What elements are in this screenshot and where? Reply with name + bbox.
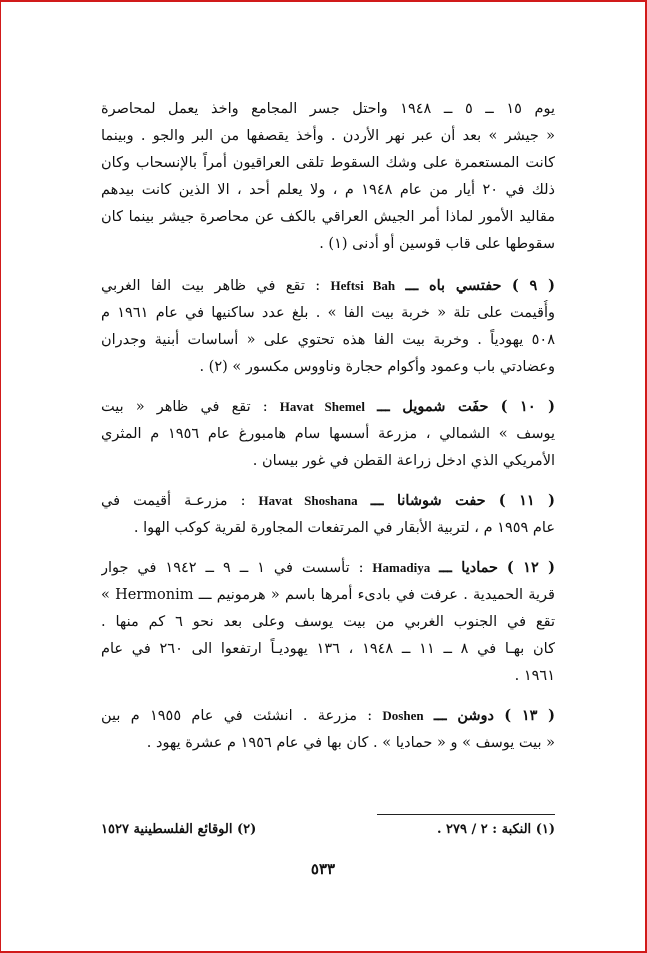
footnote-separator bbox=[377, 814, 555, 815]
text-line: عام ١٩٥٩ م ، لتربية الأبقار في المرتفعات المجاورة لقرية كوكب الهوا . bbox=[133, 520, 555, 536]
entry-description: : مزرعـة أقيمت في bbox=[101, 493, 246, 509]
text-line: ذلك في ٢٠ أيار من عام ١٩٤٨ م ، ولا يعلم أحد ، الا الذين كانت بيدهم bbox=[101, 182, 555, 198]
entry-12 bbox=[101, 554, 555, 690]
footnotes bbox=[101, 822, 555, 837]
footnote-2: (٢) الوقائع الفلسطينية ١٥٢٧ bbox=[101, 822, 257, 837]
entry-latin-name: Heftsi Bah bbox=[330, 278, 396, 293]
text-line: « بيت يوسف » و « حماديا » . كان بها في عام ١٩٥٦ م عشرة يهود . bbox=[146, 735, 555, 751]
text-line: وعضادتي باب وعمود وأكوام حجارة وناووس مكسور » (٢) . bbox=[199, 359, 555, 375]
entry-13 bbox=[101, 702, 555, 757]
entry-heading-line bbox=[101, 554, 555, 582]
entry-title: حفَت شمويل ـــ bbox=[377, 398, 489, 415]
text-line: يوم ١٥ ــ ٥ ــ ١٩٤٨ واحتل جسر المجامع واخذ يعمل لمحاصرة bbox=[101, 101, 555, 117]
entry-heading-line bbox=[101, 487, 555, 515]
text-line: وأُقيمت على تلة « خربة بيت الفا » . بلغ عدد ساكنيها في عام ١٩٦١ م bbox=[101, 305, 555, 321]
entry-number: ( ١١ ) bbox=[498, 492, 555, 509]
page-body bbox=[101, 96, 555, 769]
text-line: يوسف » الشمالي ، مزرعة أسسها سام هامبورغ عام ١٩٥٦ م المثري bbox=[101, 426, 555, 442]
entry-latin-name: Havat Shoshana bbox=[258, 493, 358, 508]
entry-heading-line bbox=[101, 702, 555, 730]
entry-latin-name: Hamadiya bbox=[372, 560, 431, 575]
entry-10 bbox=[101, 393, 555, 475]
text-line: « جيشر » بعد أن عبر نهر الأردن . وأخذ يقصفها من البر والجو . وبينما bbox=[101, 128, 555, 144]
text-line: سقوطها على قاب قوسين أو أدنى (١) . bbox=[319, 236, 555, 252]
text-line: قرية الحميدية . عرفت في بادىء أمرها باسم « هرمونيم ـــ Hermonim » bbox=[101, 587, 555, 603]
text-line: مقاليد الأمور لماذا أمر الجيش العراقي بالكف عن محاصرة جيشر بينما كان bbox=[101, 209, 555, 225]
entry-number: ( ١٠ ) bbox=[500, 398, 555, 415]
footnote-1: (١) النكبة : ٢ / ٢٧٩ . bbox=[436, 822, 555, 837]
entry-description: : تأسست في ١ ــ ٩ ــ ١٩٤٢ في جوار bbox=[101, 560, 364, 576]
text-line: الأمريكي الذي ادخل زراعة القطن في غور بيسان . bbox=[252, 453, 555, 469]
entry-number: ( ١٢ ) bbox=[506, 559, 555, 576]
entry-title: دوشن ـــ bbox=[433, 707, 494, 724]
entry-number: ( ٩ ) bbox=[511, 277, 555, 294]
entry-11 bbox=[101, 487, 555, 542]
text-line: ١٩٦١ . bbox=[514, 668, 555, 684]
entry-title: حماديا ـــ bbox=[439, 559, 498, 576]
entry-title: حفتسي باه ـــ bbox=[405, 277, 502, 294]
entry-description: : تقع في ظاهر بيت الفا الغربي bbox=[101, 278, 321, 294]
text-line: كان بهـا في ٨ ــ ١١ ــ ١٩٤٨ ، ١٣٦ يهوديـاً ارتفعوا الى ٢٦٠ في عام bbox=[101, 641, 555, 657]
text-line: كانت المستعمرة على وشك السقوط تلقى العراقيون أمراً بالإنسحاب وكان bbox=[101, 155, 555, 171]
entry-description: : تقع في ظاهر « بيت bbox=[101, 399, 268, 415]
entry-number: ( ١٣ ) bbox=[504, 707, 555, 724]
entry-title: حفت شوشانا ـــ bbox=[370, 492, 486, 509]
entry-9 bbox=[101, 272, 555, 381]
entry-heading-line bbox=[101, 393, 555, 421]
entry-heading-line bbox=[101, 272, 555, 300]
text-line: ٥٠٨ يهودياً . وخربة بيت الفا هذه تحتوي على « أساسات أبنية وجدران bbox=[101, 332, 555, 348]
entry-latin-name: Havat Shemel bbox=[279, 399, 365, 414]
entry-latin-name: Doshen bbox=[382, 708, 424, 723]
text-line: تقع في الجنوب الغربي من بيت يوسف وعلى بعد نحو ٦ كم منها . bbox=[101, 614, 555, 630]
intro-paragraph bbox=[101, 96, 555, 258]
page-number: ٥٣٣ bbox=[310, 860, 336, 878]
entry-description: : مزرعة . انشئت في عام ١٩٥٥ م بين bbox=[101, 708, 373, 724]
